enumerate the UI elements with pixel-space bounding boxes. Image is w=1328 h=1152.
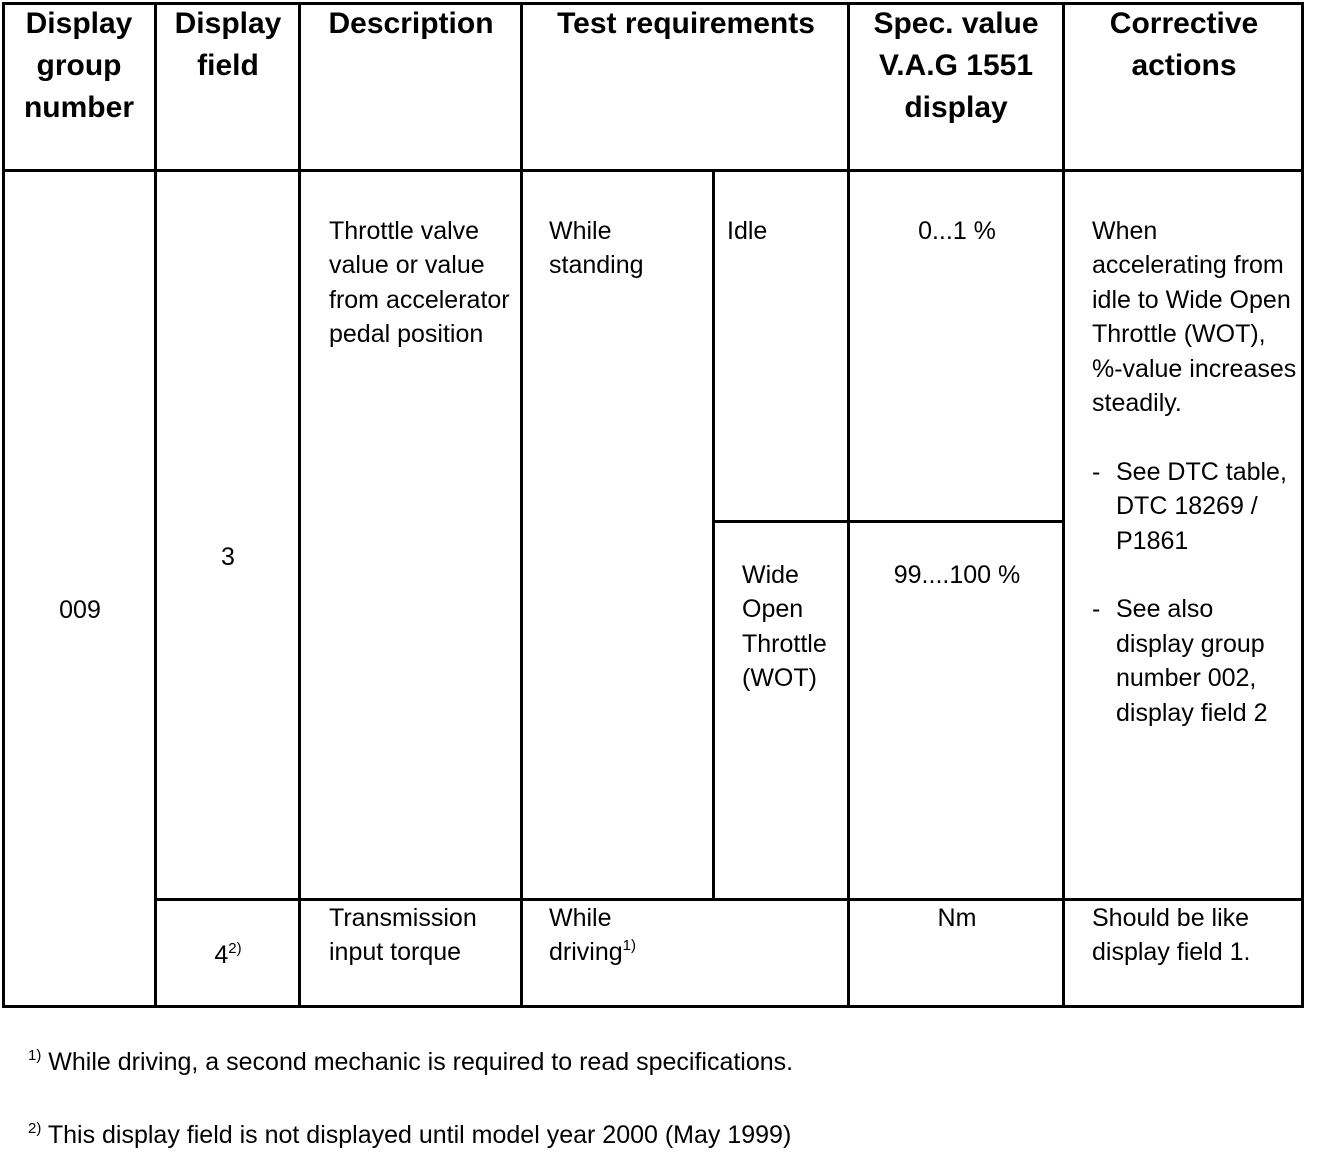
bullet-dash: - [1092,457,1101,486]
col-divider-5 [1062,2,1065,1008]
bullet-see-also-text: See also display group number 002, display field 2 [1116,595,1268,727]
display-field-4 [157,938,299,972]
footnote-ref-2: 2) [228,940,242,957]
test-subcol-divider [712,169,715,901]
header-description: Description [328,7,494,40]
col-divider-1 [154,2,157,1008]
col-divider-2 [298,2,301,1008]
table-border-bottom [2,1005,1304,1008]
display-group-number: 009 [59,596,101,624]
corrective-text: When accelerating from idle to Wide Open Throttle (WOT), %-value increases steadily. [1092,217,1297,418]
test-idle-label: Idle [727,217,768,245]
while-driving-text: While driving [549,904,623,967]
description-transmission-torque: Transmission input torque [329,904,477,967]
header-display-group-number: Display group number [23,7,134,124]
corrective-bullet-dtc [1092,455,1298,558]
description-throttle-valve: Throttle valve value or value from accelerator pedal position [329,217,510,349]
idle-wot-divider [713,520,1063,523]
table-border-right [1301,2,1304,1008]
footnote-mark: 1) [28,1047,42,1064]
footnote-mark: 2) [28,1120,42,1137]
header-divider [2,169,1304,172]
footnote-text: This display field is not displayed until model year 2000 (May 1999) [47,1121,792,1149]
header-spec-value: Spec. value V.A.G 1551 display [873,7,1039,124]
header-display-field: Display field [174,7,282,82]
header-test-requirements: Test requirements [557,7,815,40]
footnote-text: While driving, a second mechanic is required to read specifications. [48,1048,794,1076]
footnote-ref-1: 1) [622,937,636,955]
test-wot-label: Wide Open Throttle (WOT) [742,561,827,693]
col-divider-4 [847,2,850,1008]
footnote-1 [28,1045,793,1079]
spec-wot-value: 99....100 % [893,561,1021,589]
bullet-dtc-text: See DTC table, DTC 18269 / P1861 [1116,457,1287,555]
corrective-actions-field-4: Should be like display field 1. [1092,904,1251,967]
test-condition-while-driving [549,901,669,970]
test-condition-while-standing: While standing [549,217,644,280]
table-border-left [2,2,5,1008]
corrective-bullet-see-also [1092,592,1298,730]
display-field-3: 3 [221,543,235,571]
header-corrective-actions: Corrective actions [1109,7,1259,82]
footnote-2 [28,1118,791,1152]
field-4-value: 4 [214,941,229,969]
bullet-dash: - [1092,595,1101,624]
corrective-actions-field-3 [1092,214,1298,730]
col-divider-3 [520,2,523,1008]
spec-idle-value: 0...1 % [918,217,996,245]
spec-nm: Nm [937,904,977,932]
